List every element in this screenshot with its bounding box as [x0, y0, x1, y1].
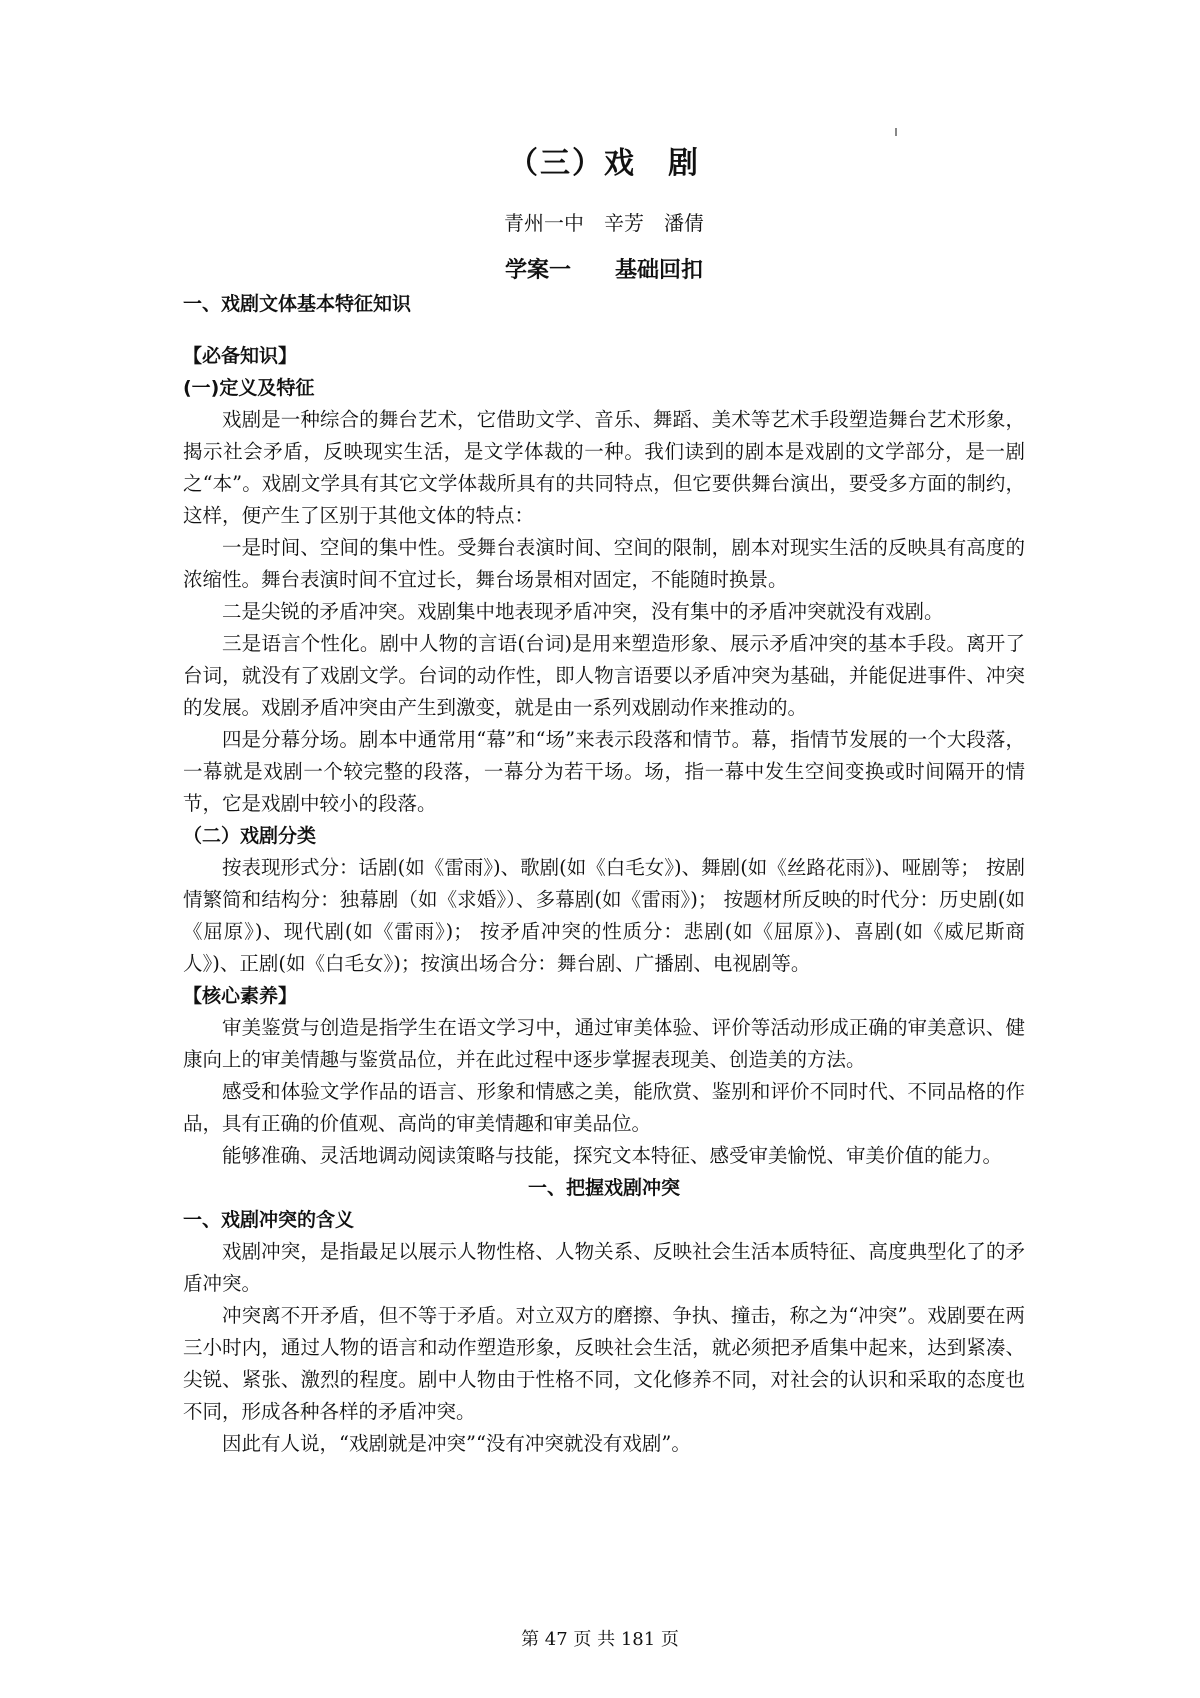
page-content	[183, 140, 1025, 1460]
classification-heading: （二）戏剧分类	[183, 825, 317, 847]
paragraph: 因此有人说，“戏剧就是冲突”“没有冲突就没有戏剧”。	[222, 1432, 691, 1455]
paragraph: 二是尖锐的矛盾冲突。戏剧集中地表现矛盾冲突，没有集中的矛盾冲突就没有戏剧。	[222, 600, 944, 623]
paragraph: 感受和体验文学作品的语言、形象和情感之美，能欣赏、鉴别和评价不同时代、不同品格的作品，具有正确的价值观、高尚的审美情趣和审美品位。	[183, 1080, 1025, 1135]
paragraph: 审美鉴赏与创造是指学生在语文学习中，通过审美体验、评价等活动形成正确的审美意识、健康向上的审美情趣与鉴赏品位，并在此过程中逐步掌握表现美、创造美的方法。	[183, 1016, 1025, 1071]
paragraph: 能够准确、灵活地调动阅读策略与技能，探究文本特征、感受审美愉悦、审美价值的能力。	[222, 1144, 1003, 1167]
core-literacy-label: 【核心素养】	[183, 985, 298, 1007]
page-footer: 第 47 页 共 181 页	[521, 1629, 679, 1650]
paragraph: 冲突离不开矛盾，但不等于矛盾。对立双方的磨擦、争执、撞击，称之为“冲突”。戏剧要在两三小时内，通过人物的语言和动作塑造形象，反映社会生活，就必须把矛盾集中起来，达到紧凑、尖锐、紧张、激烈的程度。剧中人物由于性格不同，文化修养不同，对社会的认识和采取的态度也不同，形成各种各样的矛盾冲突。	[183, 1304, 1025, 1423]
paragraph: 戏剧是一种综合的舞台艺术，它借助文学、音乐、舞蹈、美术等艺术手段塑造舞台艺术形象，揭示社会矛盾，反映现实生活，是文学体裁的一种。我们读到的剧本是戏剧的文学部分，是一剧之“本”。戏剧文学具有其它文学体裁所具有的共同特点，但它要供舞台演出，要受多方面的制约，这样，便产生了区别于其他文体的特点：	[183, 408, 1025, 527]
conflict-meaning-heading: 一、戏剧冲突的含义	[183, 1209, 355, 1231]
page-title: （三）戏 剧	[508, 146, 700, 181]
section-heading-genre-features: 一、戏剧文体基本特征知识	[183, 293, 412, 315]
spacer	[183, 320, 1025, 340]
paragraph: 戏剧冲突，是指最足以展示人物性格、人物关系、反映社会生活本质特征、高度典型化了的矛盾冲突。	[183, 1240, 1025, 1295]
paragraph: 按表现形式分：话剧(如《雷雨》)、歌剧(如《白毛女》)、舞剧(如《丝路花雨》)、哑剧等； 按剧情繁简和结构分：独幕剧（如《求婚》）、多幕剧(如《雷雨》)； 按题材所反映的时代分：历史剧(如《屈原》)、现代剧(如《雷雨》)； 按矛盾冲突的性质分：悲剧(如《屈原》)、喜剧(如《威尼斯商人》)、正剧(如《白毛女》)；按演出场合分：舞台剧、广播剧、电视剧等。	[183, 856, 1025, 975]
authors-line: 青州一中 辛芳 潘倩	[504, 211, 704, 235]
paragraph: 一是时间、空间的集中性。受舞台表演时间、空间的限制，剧本对现实生活的反映具有高度的浓缩性。舞台表演时间不宜过长，舞台场景相对固定，不能随时换景。	[183, 536, 1025, 591]
study-plan-title: 学案一 基础回扣	[504, 258, 703, 283]
required-knowledge-label: 【必备知识】	[183, 345, 298, 367]
margin-mark	[895, 128, 897, 136]
paragraph: 三是语言个性化。剧中人物的言语(台词)是用来塑造形象、展示矛盾冲突的基本手段。离开了台词，就没有了戏剧文学。台词的动作性，即人物言语要以矛盾冲突为基础，并能促进事件、冲突的发展。戏剧矛盾冲突由产生到激变，就是由一系列戏剧动作来推动的。	[183, 632, 1025, 719]
paragraph: 四是分幕分场。剧本中通常用“幕”和“场”来表示段落和情节。幕，指情节发展的一个大段落，一幕就是戏剧一个较完整的段落，一幕分为若干场。场，指一幕中发生空间变换或时间隔开的情节，它是戏剧中较小的段落。	[183, 728, 1025, 815]
definition-heading: (一)定义及特征	[183, 377, 315, 399]
section-heading-conflict: 一、把握戏剧冲突	[527, 1177, 680, 1199]
